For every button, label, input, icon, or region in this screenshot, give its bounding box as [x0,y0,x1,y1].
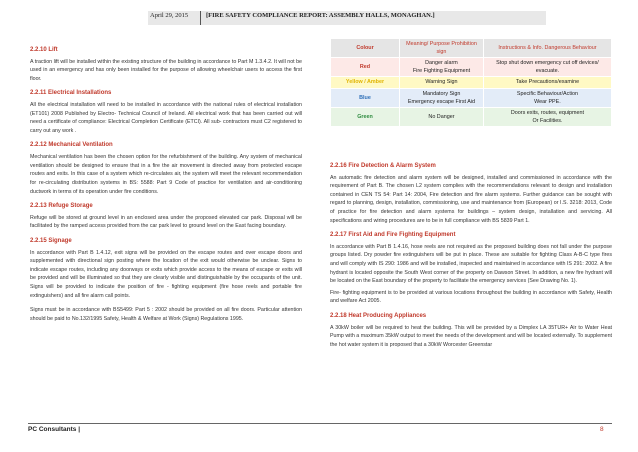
section-electrical-installations [30,89,302,135]
table-row-green [331,107,612,126]
section-fire-detection [330,162,612,225]
section-heading: 2.2.16 Fire Detection & Alarm System [330,163,436,169]
left-column [30,40,302,326]
table-header-cell: Colour [331,39,400,58]
table-cell-colour: Blue [331,88,400,107]
section-paragraph: A 30kW boiler will be required to heat the building. This will be provided by a Dimplex LA 35TUR+ Air to Water Heat Pump with a maximum 35kW output to meet the needs of the development and will be located externally. To supplement the hot water system it is proposed that a 30kW Worcester Greenstar [330,324,612,348]
section-heading: 2.2.17 First Aid and Fire Fighting Equipment [330,232,456,239]
header-separator [200,11,201,25]
table-header-row [331,39,612,58]
footer-company: PC Consultants | [28,426,81,433]
table-header-cell: Instructions & Info. Dangerous Behaviour [483,39,611,58]
table-cell-info: Doors exits, routes, equipment Or Facilities. [483,107,611,126]
section-first-aid [330,231,612,306]
section-paragraph: Fire- fighting equipment is to be provided at various locations throughout the building in accordance with Safety, Health and welfare Act 2005. [330,289,612,305]
table-cell-purpose: No Danger [400,107,484,126]
section-paragraph: In accordance with Part B 1.4.16, hose reels are not required as the proposed building does not fall under the purpose groups listed. Dry powder fire extinguishers will be put in place. These are suitable for fighting Class A-B-C type fires and will comply with IS 290: 1986 and will be installed, inspected and maintained in accordance with IS 291: 2002. A fire hydrant is located opposite the South West corner of the property on Dawson Street. In addition, a new fire hydrant will be located on the East boundary of the property to facilitate the emergency services (See Drawing No. 1). [330,243,612,285]
table-cell-colour: Green [331,107,400,126]
table-cell-purpose: Mandatory Sign Emergency escape First Aid [400,88,484,107]
header-date: April 29, 2015 [150,12,189,19]
table-row-yellow [331,77,612,88]
section-heat-appliances [330,312,612,349]
section-heading: 2.2.11 Electrical Installations [30,90,112,97]
section-paragraph: Refuge will be stored at ground level in an enclosed area under the proposed elevated car park. Disposal will be facilitated by the ramped access provided from the car park level to ground level on the East facing boundary. [30,214,302,230]
section-paragraph: Mechanical ventilation has been the chosen option for the refurbishment of the building. Any system of mechanical ventilation should be designed to ensure that in a fire the air movement is directed away from protected escape routes and exits. In this case of a system which re-circulates air, the system will meet the relevant recommendation for re-circulating distribution systems in BS: 5588: Part 9 Code of practice for ventilation and air-conditioning ductwork in terms of its operation under fire conditions. [30,154,302,195]
footer-divider [28,423,612,424]
section-paragraph: An automatic fire detection and alarm system will be designed, installed and commissioned in accordance with the requirement of Part B. The chosen L2 system complies with the recommendations relevant to design and installation contained in CEN TS 54: Part 14: 2004, Fire detection and fire alarm systems. Further guidance can be sought with regard to planning, design, installation, commissioning, use and maintenance from (European) or I.S. 3218: 2013, Code of practice for fire detection and alarm systems for buildings – system design, installation and servicing. All specifications and wiring procedures are to be in full compliance with BS 5839 Part 1. [330,174,612,224]
section-heading: 2.2.18 Heat Producing Appliances [330,312,427,319]
section-paragraph: In accordance with Part B 1.4.12, exit signs will be provided on the escape routes and over escape doors and supplemented with directional sign posting where the location of the exit would otherwise be unclear. Signs to indicate escape routes, including any doorways or exits which provide access to the means of escape or exits will be provided and will be illuminated so that they are clearly visible and distinguishable by the occupants of the unit. Signs will be provided to indicate the position of fire - fighting equipment (fire hose reels and portable fire extinguishers) and all fire alarm call points. [30,249,302,299]
header-title: [FIRE SAFETY COMPLIANCE REPORT: ASSEMBLY HALLS, MONAGHAN.] [206,12,435,19]
section-refuge-storage [30,202,302,231]
table-cell-info: Take Precautions/examine [483,77,611,88]
section-mechanical-ventilation [30,141,302,196]
table-row-red [331,58,612,77]
table-cell-info: Specific Behaviour/Action Wear PPE. [483,88,611,107]
table-cell-info: Stop shut down emergency cut off devices/ evacuate. [483,58,611,77]
table-cell-purpose: Warning Sign [400,77,484,88]
section-heading: 2.2.13 Refuge Storage [30,203,93,210]
table-header-cell: Meaning/ Purpose Prohibition sign [400,39,484,58]
section-heading: 2.2.10 Lift [30,47,58,53]
section-heading: 2.2.12 Mechanical Ventilation [30,142,113,149]
section-lift [30,46,302,83]
right-column [330,156,612,352]
section-paragraph: Signs must be in accordance with BS5499: Part 5 : 2002 should be provided on all fire doors. Particular attention should be paid to No.132/1995 Safety, Health & Welfare at Work (Signs) Regulations 1995. [30,307,302,322]
section-paragraph: All the electrical installation will need to be installed in accordance with the national rules of electrical installation (ET101) 2008 Published by Electro- Technical Council of Ireland. All electrical work that has been carried out will need a certificate of compliance: Electrical Completion Certificate (ETCI). All sub- contractors must C2 registered to carry out any work . [30,102,302,134]
safety-colour-table [330,38,612,127]
page-number: 8 [600,426,604,433]
table-cell-purpose: Danger alarm Fire Fighting Equipment [400,58,484,77]
section-heading: 2.2.15 Signage [30,237,72,244]
table-cell-colour: Red [331,58,400,77]
section-signage [30,237,302,323]
table-row-blue [331,88,612,107]
section-paragraph: A traction lift will be installed within the existing structure of the building in accordance to Part M 1.3.4.2. It will not be used in an emergency and has only been installed for the purpose of allowing wheelchair users to access the first floor. [30,58,302,82]
table-cell-colour: Yellow / Amber [331,77,400,88]
